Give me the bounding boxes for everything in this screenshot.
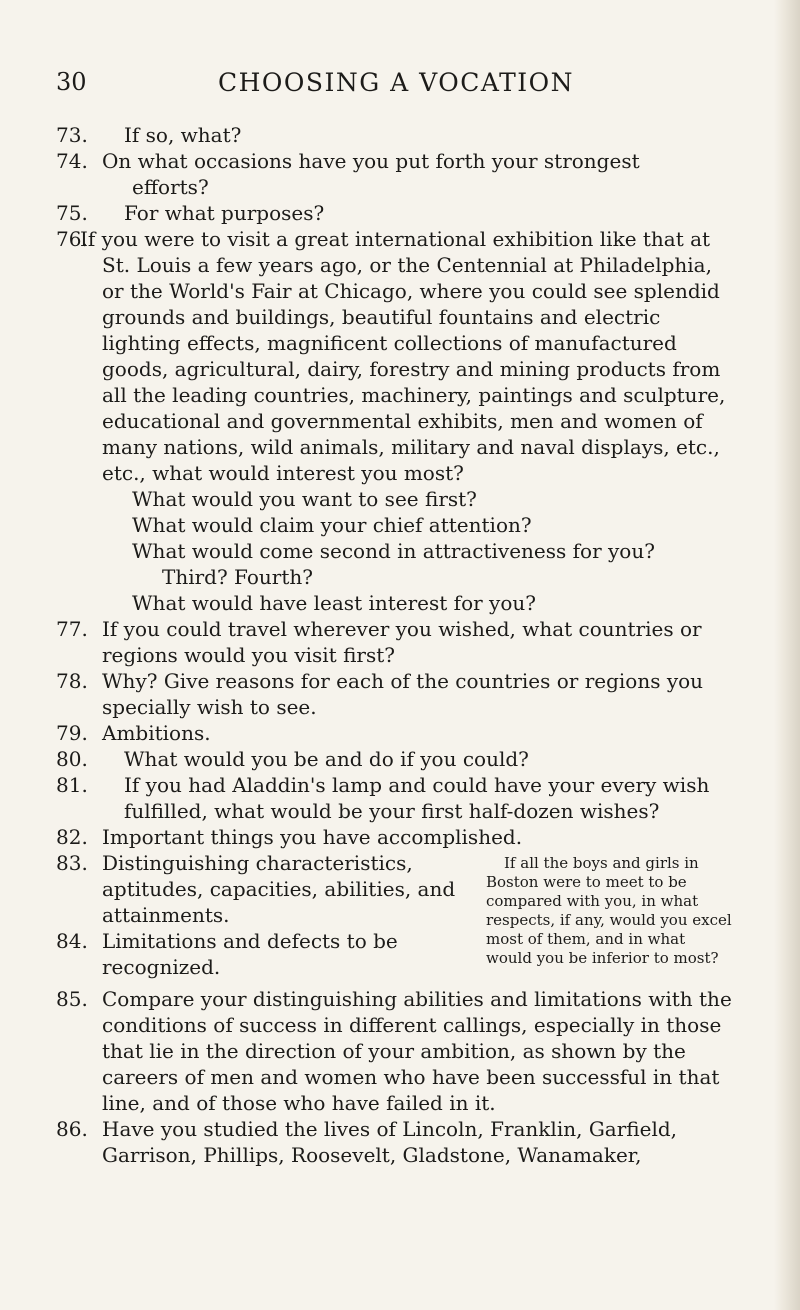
question-text: Limitations and defects to be recognized. [102, 929, 398, 979]
sub-question: What would come second in attractiveness for you? [132, 539, 655, 563]
question-85 [56, 986, 736, 1116]
left-column [56, 850, 486, 980]
question-number: 74. [56, 149, 88, 173]
question-number: 82. [56, 825, 88, 849]
question-77 [56, 616, 736, 668]
question-number: 73. [56, 123, 88, 147]
page-edge-shadow [774, 0, 800, 1310]
question-text: If you had Aladdin's lamp and could have your every wish fulfilled, what would be your first half-dozen wishes? [124, 773, 710, 823]
question-number: 77. [56, 617, 88, 641]
two-column-section [56, 850, 736, 980]
question-text: Why? Give reasons for each of the countries or regions you specially wish to see. [102, 669, 704, 719]
sub-question: What would have least interest for you? [132, 591, 536, 615]
question-text: Important things you have accomplished. [102, 825, 523, 849]
question-75 [56, 200, 736, 226]
question-text: Ambitions. [102, 721, 211, 745]
question-number: 84. [56, 929, 88, 953]
question-text: Compare your distinguishing abilities and limitations with the conditions of success in different callings, especially in those that lie in the direction of your ambition, as shown by the careers of men and women who have been successful in that line, and of those who have failed in it. [102, 987, 732, 1115]
question-list [56, 122, 736, 1168]
question-76 [56, 226, 736, 616]
question-number: 76. [56, 227, 88, 251]
question-number: 80. [56, 747, 88, 771]
question-73 [56, 122, 736, 148]
question-text: For what purposes? [124, 201, 325, 225]
question-number: 81. [56, 773, 88, 797]
side-note-text: If all the boys and girls in Boston were to meet to be compared with you, in what respects, if any, would you excel most of them, and in what would you be inferior to most? [486, 854, 732, 967]
question-text: If you were to visit a great international exhibition like that at St. Louis a few years ago, or the Centennial at Philadelphia, or the World's Fair at Chicago, where you could see splendid grounds and buildings, beautiful fountains and electric lighting effects, magnificent collections of manufactured goods, agricultural, dairy, forestry and mining products from all the leading countries, machinery, paintings and sculpture, educational and governmental exhibits, men and women of many nations, wild animals, military and naval displays, etc., etc., what would interest you most? [80, 227, 726, 485]
question-number: 79. [56, 721, 88, 745]
question-text: Distinguishing characteristics, aptitudes, capacities, abilities, and attainments. [102, 851, 456, 927]
question-text: On what occasions have you put forth your strongest [102, 149, 640, 173]
question-number: 86. [56, 1117, 88, 1141]
question-82 [56, 824, 736, 850]
question-number: 83. [56, 851, 88, 875]
running-title: CHOOSING A VOCATION [217, 68, 575, 97]
question-86 [56, 1116, 736, 1168]
sub-question: What would claim your chief attention? [132, 513, 532, 537]
question-text: What would you be and do if you could? [124, 747, 529, 771]
sub-question: Third? Fourth? [162, 565, 313, 589]
question-number: 85. [56, 987, 88, 1011]
question-text: If you could travel wherever you wished, what countries or regions would you visit first? [102, 617, 702, 667]
side-note [486, 854, 734, 968]
page-number: 30 [56, 68, 87, 96]
question-84 [56, 928, 486, 980]
question-text: If so, what? [124, 123, 242, 147]
question-80 [56, 746, 736, 772]
question-79 [56, 720, 736, 746]
page-header [56, 68, 736, 102]
question-74 [56, 148, 736, 200]
question-number: 78. [56, 669, 88, 693]
question-text-cont: efforts? [132, 175, 209, 199]
question-81 [56, 772, 736, 824]
question-83 [56, 850, 486, 928]
sub-question: What would you want to see first? [132, 487, 477, 511]
question-78 [56, 668, 736, 720]
question-number: 75. [56, 201, 88, 225]
question-text: Have you studied the lives of Lincoln, Franklin, Garfield, Garrison, Phillips, Roosevelt, Gladstone, Wanamaker, [102, 1117, 678, 1167]
